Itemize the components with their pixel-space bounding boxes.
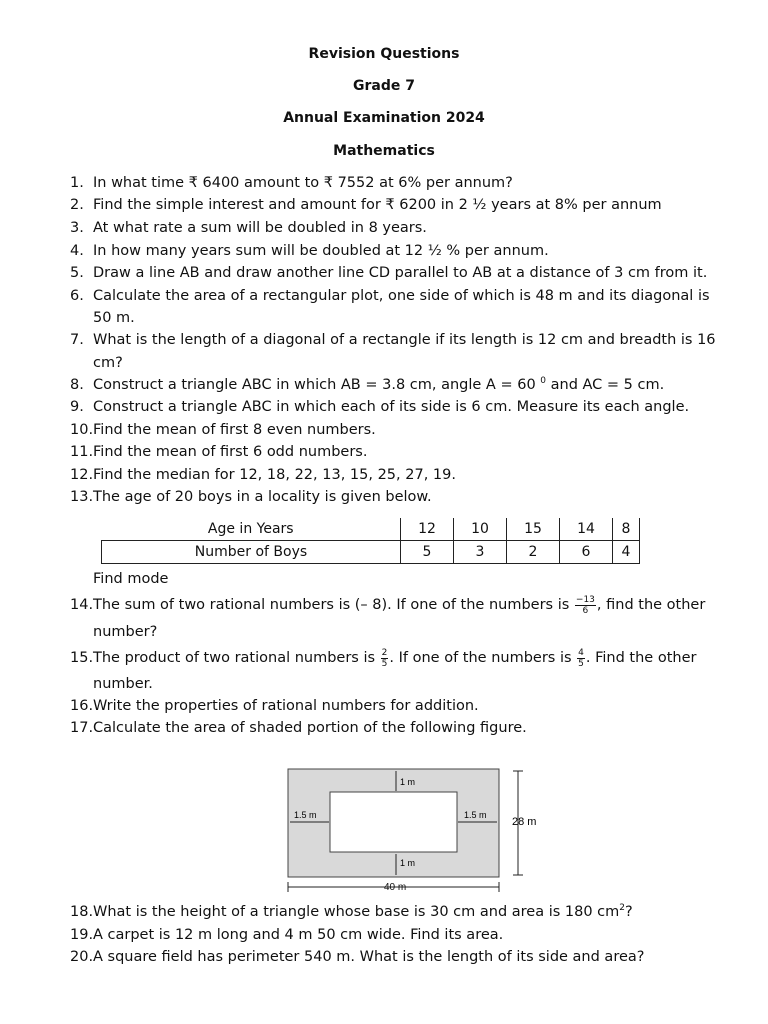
height-label: 28 m <box>512 816 537 828</box>
question-13-instruction: Find mode <box>93 571 169 587</box>
age-frequency-table <box>101 518 640 564</box>
question-15: 15.The product of two rational numbers is $\frac{2}{5}$ . If one of the numbers is $\frac{4}{5}$ . Find the other <box>70 647 697 669</box>
question-17: 17.Calculate the area of shaded portion of the following figure. <box>70 720 527 736</box>
table-cell: 6 <box>560 541 613 564</box>
inner-rectangle <box>330 792 457 852</box>
table-cell: 10 <box>454 518 507 541</box>
table-cell: 2 <box>507 541 560 564</box>
table-cell: 15 <box>507 518 560 541</box>
question-5: 5. Draw a line AB and draw another line CD parallel to AB at a distance of 3 cm from it. <box>70 265 708 281</box>
question-6: 6. Calculate the area of a rectangular plot, one side of which is 48 m and its diagonal is <box>70 288 710 304</box>
question-7: 7. What is the length of a diagonal of a rectangle if its length is 12 cm and breadth is 16 <box>70 332 716 348</box>
table-cell: 8 <box>613 518 640 541</box>
fraction: $\frac{-13}{6}$ <box>575 594 595 616</box>
table-cell: 14 <box>560 518 613 541</box>
question-19: 19.A carpet is 12 m long and 4 m 50 cm wide. Find its area. <box>70 927 504 943</box>
shaded-rectangle-figure <box>280 763 560 902</box>
table-cell: 3 <box>454 541 507 564</box>
doc-exam: Annual Examination 2024 <box>283 110 485 126</box>
bottom-label: 1 m <box>400 858 416 868</box>
width-label: 40 m <box>384 882 407 893</box>
question-6-continued: 50 m. <box>93 310 135 326</box>
question-14-continued: number? <box>93 624 158 640</box>
question-8: 8. Construct a triangle ABC in which AB = 3.8 cm, angle A = 60 $^0$ and AC = 5 cm. <box>70 376 665 393</box>
question-15-continued: number. <box>93 676 153 692</box>
question-13: 13.The age of 20 boys in a locality is given below. <box>70 489 432 505</box>
table-cell: 4 <box>613 541 640 564</box>
question-16: 16.Write the properties of rational numbers for addition. <box>70 698 479 714</box>
table-row <box>102 541 640 564</box>
table-cell: 5 <box>401 541 454 564</box>
row-label: Age in Years <box>102 518 401 541</box>
question-2: 2. Find the simple interest and amount for ₹ 6200 in 2 ½ years at 8% per annum <box>70 197 662 213</box>
question-10: 10.Find the mean of first 8 even numbers. <box>70 422 376 438</box>
table-row <box>102 518 640 541</box>
fraction: $\frac{2}{5}$ <box>381 647 388 669</box>
table-cell: 12 <box>401 518 454 541</box>
fraction: $\frac{4}{5}$ <box>578 647 584 669</box>
question-1: 1. In what time ₹ 6400 amount to ₹ 7552 at 6% per annum? <box>70 175 513 191</box>
doc-title: Revision Questions <box>308 46 460 62</box>
question-20: 20.A square field has perimeter 540 m. What is the length of its side and area? <box>70 949 645 965</box>
question-18: 18.What is the height of a triangle whose base is 30 cm and area is 180 $cm^2$? <box>70 903 633 920</box>
question-14: 14.The sum of two rational numbers is (– 8). If one of the numbers is $\frac{-13}{6}$ , find the other <box>70 594 706 616</box>
question-4: 4. In how many years sum will be doubled at 12 ½ % per annum. <box>70 243 549 259</box>
doc-subject: Mathematics <box>333 143 435 159</box>
question-7-continued: cm? <box>93 355 123 371</box>
question-3: 3. At what rate a sum will be doubled in 8 years. <box>70 220 427 236</box>
question-11: 11.Find the mean of first 6 odd numbers. <box>70 444 368 460</box>
left-label: 1.5 m <box>294 810 317 820</box>
right-label: 1.5 m <box>464 810 487 820</box>
question-12: 12.Find the median for 12, 18, 22, 13, 15, 25, 27, 19. <box>70 467 456 483</box>
top-label: 1 m <box>400 777 416 787</box>
figure-svg <box>280 763 560 898</box>
question-9: 9. Construct a triangle ABC in which each of its side is 6 cm. Measure its each angle. <box>70 399 690 415</box>
doc-grade: Grade 7 <box>353 78 415 94</box>
row-label: Number of Boys <box>102 541 401 564</box>
